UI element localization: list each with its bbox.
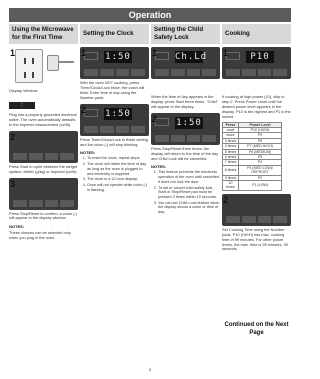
control-panel-image [222,194,291,226]
page-number: 8 [148,367,152,372]
step-number: 1 [10,48,16,58]
step-number: 2 [223,194,229,205]
table-row [223,165,282,175]
press-count-cell: 8 times [223,165,239,175]
step-number: 3 [10,178,16,189]
notes-text: These choices can be selected only when you plug in the oven. [9,230,71,241]
step-3 [9,178,78,222]
notes-title: NOTES: [151,164,167,170]
note-item: 2. To set or cancel child safety lock, Start or Stop/Reset pad must be pressed 3 times within 10 seconds. [158,186,220,200]
step-2 [151,113,220,162]
step-text: If cooking at high power (10), skip to step 2. Press Power Level until the desired power level appears in the display. P10 is the highest and P1 is the lowest. [222,94,291,119]
table-header: Power Level [239,122,282,127]
outlet-plate [15,49,43,83]
column-title: Cooking [222,24,291,44]
control-panel-image [151,113,220,145]
notes-title: NOTES: [9,224,25,230]
column-first-time [9,24,78,364]
column-cooking [222,24,291,364]
step-text: Press Stop/Reset three times; the display will return to the time of the day and Child Lock will be cancelled. [151,145,219,161]
section-banner: Operation [9,8,291,22]
plug-icon [47,55,59,71]
press-count-cell: 3 times [223,138,239,143]
continued-note: Continued on the Next Page [224,322,289,336]
notes-title: NOTES: [80,150,96,156]
step-number: 1 [223,48,229,58]
step-1 [80,47,149,101]
power-level-cell: P7 (MED HIGH) [239,144,282,149]
step-number: 2 [10,131,16,142]
display-readout: 1:50 [176,117,202,128]
step-number: 1 [81,48,87,58]
cord-icon [58,61,74,63]
press-count-cell: 6 times [223,154,239,159]
column-setting-clock [80,24,149,364]
step-text: Press Start to cycle between the weight system, Metric (g/kg) or Imperial (oz/lb). [9,163,78,174]
step-text: Plug into a properly grounded electrical outlet. The oven automatically defaults to the imperial measurement (oz/lb). [9,112,77,127]
note-item: 3. The clock is a 12 hour display. [87,177,149,182]
power-level-cell: P2 [239,175,282,180]
power-level-cell: P1 (LOW) [239,181,282,191]
step-1 [9,47,78,128]
display-readout: 1:50 [105,52,131,62]
control-panel-image [9,178,78,210]
step-number: 1 [152,48,158,58]
power-level-cell: P3 (MED LOW)/ DEFROST [239,165,282,175]
table-body [223,127,282,190]
step-2 [80,104,149,148]
display-readout: P10 [246,51,274,63]
control-panel-image [80,104,149,136]
notes-list [151,170,220,214]
press-count-cell: 10 times [223,181,239,191]
press-count-cell: 5 times [223,149,239,154]
press-count-cell: 9 times [223,175,239,180]
table-row [223,144,282,149]
note-item: 4. Oven will not operate while colon (:) is flashing. [87,183,149,192]
column-title: Setting the Child Safety Lock [151,24,220,44]
step-text: When the time of day appears in the display, press Start three times. "Child" will appear in the display. [151,94,218,109]
step-number: 2 [81,104,87,115]
power-level-table [222,122,282,191]
note-item: 1. To reset the clock, repeat steps. [87,156,149,161]
control-panel-image [9,131,78,163]
step-text: Press Timer/Clock/Lock to finish setting and the colon (:) will stop blinking. [80,136,148,147]
step-text: Set Cooking Time using the Number pads. P10 (HIGH) has max. cooking time of 99 minutes. For other power levels, the max. time is 99 minutes, 99 seconds. [222,226,288,252]
power-level-cell: P10 (HIGH) [239,127,282,132]
step-2 [222,194,291,253]
press-count-cell: 7 times [223,160,239,165]
control-panel-image [151,47,220,79]
control-panel-image [222,47,291,79]
press-count-cell: twice [223,133,239,138]
column-title: Setting the Clock [80,24,149,44]
power-level-cell: P5 [239,154,282,159]
step-1 [222,47,291,191]
power-level-cell: P9 [239,133,282,138]
note-item: 3. You can set Child Lock feature when the display shows a colon or time of day. [158,201,220,215]
note-item: 1. This feature prevents the electronic operation of the oven until cancelled. It does not lock the door. [158,170,220,184]
press-count-cell: once [223,127,239,132]
control-panel-image [80,47,149,79]
notes-list [80,156,149,192]
table-header: Press [223,122,239,127]
column-title: Using the Microwave for the First Time [9,24,78,44]
display-window-label: Display Window [9,88,38,93]
step-2 [9,131,78,175]
power-level-cell: P6 (MEDIUM) [239,149,282,154]
press-count-cell: 4 times [223,144,239,149]
step-text: With the oven NOT cooking, press Timer/Clock/Lock twice; the colon will blink. Enter time of day using the Number pads. [80,80,145,100]
power-level-cell: P4 [239,160,282,165]
step-1 [151,47,220,110]
column-child-lock [151,24,220,364]
display-readout: Ch.Ld [175,52,208,62]
power-level-cell: P8 [239,138,282,143]
display-window: : [9,102,35,109]
table-row [223,181,282,191]
step-text: Press Stop/Reset to confirm; a colon (:) will appear in the display window. [9,210,77,221]
note-item: 2. The clock will retain the time of day as long as the oven is plugged in and electricity is supplied. [87,162,149,176]
outlet-illustration [9,47,78,87]
display-readout: 1:50 [105,108,131,119]
step-number: 2 [152,113,158,124]
